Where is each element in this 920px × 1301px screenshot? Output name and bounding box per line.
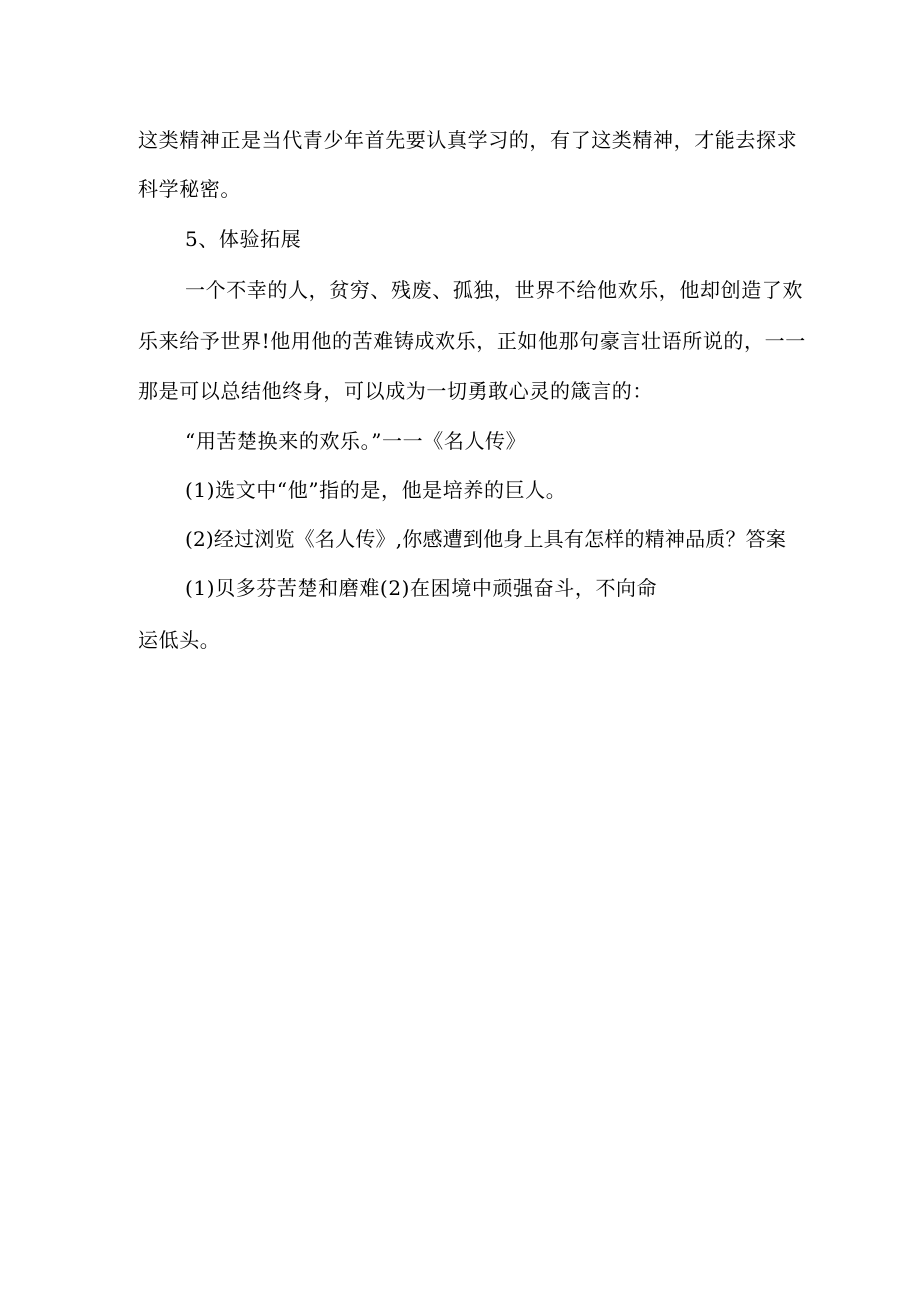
answer-line-1: (1)贝多芬苦楚和磨难(2)在困境中顽强奋斗，不向命 <box>185 576 658 600</box>
paragraph-line-2: 乐来给予世界!他用他的苦难铸成欢乐，正如他那句豪言壮语所说的，一一 <box>138 329 806 353</box>
quote-line: “用苦楚换来的欢乐。”一一《名人传》 <box>185 429 527 453</box>
question-1: (1)选文中“他”指的是，他是培养的巨人。 <box>185 478 567 502</box>
paragraph-line-1: 一个不幸的人，贫穷、残废、孤独，世界不给他欢乐，他却创造了欢 <box>185 278 803 302</box>
section-heading: 5、体验拓展 <box>185 227 302 251</box>
answer-line-2: 运低头。 <box>138 628 221 652</box>
paragraph-continuation-line-2: 科学秘密。 <box>138 177 241 201</box>
paragraph-line-3: 那是可以总结他终身，可以成为一切勇敢心灵的箴言的： <box>138 379 653 403</box>
question-2: (2)经过浏览《名人传》,你感遭到他身上具有怎样的精神品质？答案 <box>185 527 787 551</box>
paragraph-continuation-line-1: 这类精神正是当代青少年首先要认真学习的，有了这类精神，才能去探求 <box>138 128 798 152</box>
